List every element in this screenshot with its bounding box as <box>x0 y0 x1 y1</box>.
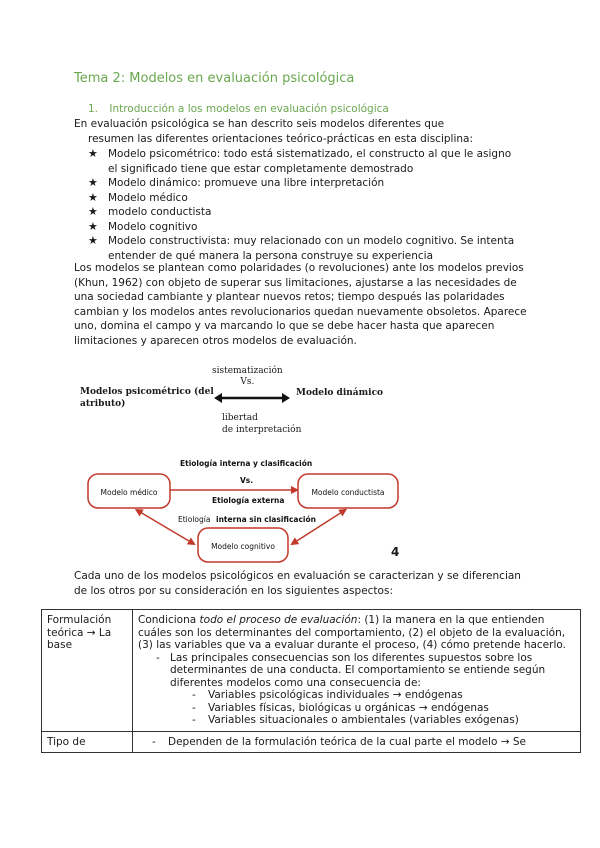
row1-text: Condiciona todo el proceso de evaluación: (1) la manera en la que entienden cuáles son los determinantes del comportamiento, (2) el objeto de la evaluación, (3) las variables que va a evaluar durante el proceso, (4) cómo pretende hacerlo. <box>138 614 566 651</box>
box-conductista-label: Modelo conductista <box>311 488 385 497</box>
list-item: ★ Modelo dinámico: promueve una libre interpretación <box>88 176 385 189</box>
section-heading <box>88 103 389 115</box>
table-row <box>42 610 581 732</box>
row1-sublist <box>138 652 575 727</box>
star-icon: ★ <box>88 234 98 247</box>
list-item: - Las principales consecuencias son los diferentes supuestos sobre los determinantes de una conducta. El comportamiento se entiende según diferentes modelos como una consecuencia de: <box>156 651 546 689</box>
aspects-table <box>41 609 581 753</box>
box-cognitivo-label: Modelo cognitivo <box>211 542 275 551</box>
list-item: - Variables físicas, biológicas u orgánicas → endógenas <box>192 701 489 714</box>
list-item: ★ Modelo psicométrico: todo está sistematizado, el constructo al que le asigno el significado tiene que estar completamente demostrado <box>88 147 512 175</box>
section-number: 1. <box>88 103 99 115</box>
aspects-paragraph: Cada uno de los modelos psicológicos en evaluación se caracterizan y se diferencian de los otros por su consideración en los siguientes aspectos: <box>74 570 521 597</box>
star-icon: ★ <box>88 147 98 160</box>
diagram2-lower-label-a: Etiología <box>178 515 211 524</box>
polarities-paragraph: Los modelos se plantean como polaridades (o revoluciones) ante los modelos previos (Khun, 1962) con objeto de superar sus limitaciones, ajustarse a las necesidades de una sociedad cambiante y plantear nuevos retos; tiempo después las polaridades cambian y los modelos antes revolucionarios quedan nuevamente obsoletos. Aparece uno, domina el campo y va marcando lo que se debe hacer hasta que aparecen limitaciones y aparecen otros modelos de evaluación. <box>74 262 527 347</box>
models-relations-diagram <box>80 452 420 572</box>
intro-line-2: resumen las diferentes orientaciones teórico-prácticas en esta disciplina: <box>88 132 473 145</box>
star-icon: ★ <box>88 205 98 218</box>
list-item: ★ modelo conductista <box>88 205 212 218</box>
list-item: ★ Modelo constructivista: muy relacionado con un modelo cognitivo. Se intenta entender de qué manera la persona construye su experiencia <box>88 234 515 262</box>
row2-label: Tipo de <box>42 731 133 753</box>
intro-line-1: En evaluación psicológica se han descrito seis modelos diferentes que <box>74 118 445 130</box>
page-title: Tema 2: Modelos en evaluación psicológica <box>74 71 355 86</box>
row1-content <box>133 610 581 732</box>
diagram1-left-label: Modelos psicométrico (del atributo) <box>80 387 214 409</box>
row2-content <box>133 731 581 753</box>
star-icon: ★ <box>88 190 98 204</box>
diagram1-right-label: Modelo dinámico <box>296 388 384 398</box>
intro-paragraph <box>74 117 534 146</box>
star-icon: ★ <box>88 176 98 189</box>
double-arrow-icon <box>214 392 290 404</box>
diagram2-mid-label: Etiología externa <box>212 496 285 505</box>
diagram1-bottom-label: libertad de interpretación <box>222 413 302 435</box>
list-item: ★ Modelo cognitivo <box>88 219 198 233</box>
diagram2-lower-label-b: interna sin clasificación <box>216 515 316 524</box>
table-row <box>42 731 581 753</box>
list-item: - Dependen de la formulación teórica de la cual parte el modelo → Se <box>152 735 526 748</box>
row1-label: Formulación teórica → La base <box>42 610 133 732</box>
box-medico-label: Modelo médico <box>100 488 158 497</box>
diagram2-top-label: Etiología interna y clasificación <box>180 459 313 468</box>
list-item: - Variables psicológicas individuales → endógenas <box>192 689 463 701</box>
psychometric-vs-dynamic-diagram <box>74 362 394 442</box>
diagram1-top-label: sistematización Vs. <box>212 366 283 387</box>
page-number: 4 <box>391 545 400 559</box>
diagram2-vs-label: Vs. <box>240 476 254 485</box>
list-item: ★ Modelo médico <box>88 190 188 204</box>
models-list <box>88 147 518 263</box>
star-icon: ★ <box>88 219 98 233</box>
section-label: Introducción a los modelos en evaluación psicológica <box>109 103 389 115</box>
list-item: - Variables situacionales o ambientales (variables exógenas) <box>192 714 519 726</box>
